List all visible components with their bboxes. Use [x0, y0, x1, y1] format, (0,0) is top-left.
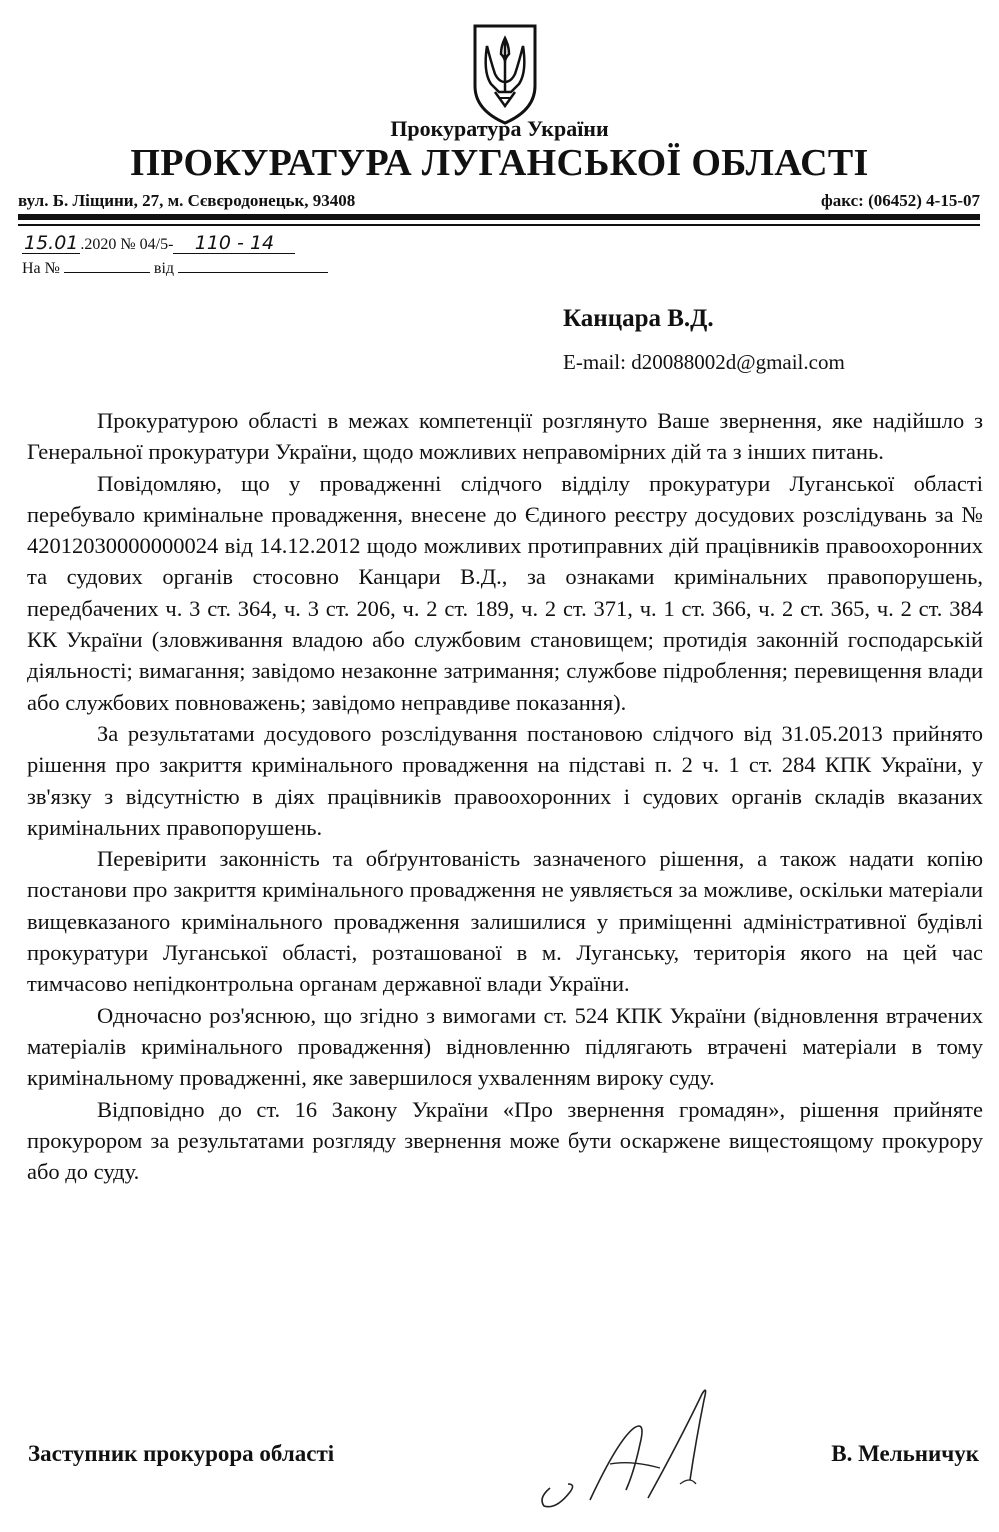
body-paragraph: Одночасно роз'яснюю, що згідно з вимогами ст. 524 КПК України (відновлення втрачених матеріалів кримінального провадження) відновленню підлягають втрачені матеріали в тому кримінальному провадженні, яке завершилося ухваленням вироку суду.	[27, 1002, 983, 1091]
body-paragraph: Перевірити законність та обґрунтованість зазначеного рішення, а також надати копію постанови про закриття кримінального провадження не уявляється за можливе, оскільки матеріали вищевказаного кримінального провадження залишилися у приміщенні адміністративної будівлі прокуратури Луганської області, розташованої в м. Луганську, територія якого на цей час тимчасово непідконтрольна органам державної влади України.	[27, 846, 983, 997]
signatory-title: Заступник прокурора області	[28, 1441, 335, 1466]
body-paragraph: Прокуратурою області в межах компетенції розглянуто Ваше звернення, яке надійшло з Генеральної прокуратури України, щодо можливих неправомірних дій та з інших питань.	[27, 408, 983, 465]
body-paragraph: Відповідно до ст. 16 Закону України «Про звернення громадян», рішення прийняте прокурором за результатами розгляду звернення може бути оскаржене вищестоящому прокурору або до суду.	[27, 1096, 983, 1185]
header-divider-thin	[18, 224, 980, 226]
org-fax: факс: (06452) 4-15-07	[821, 191, 980, 210]
reference-date-blank	[178, 257, 328, 273]
reference-number-blank	[64, 257, 150, 273]
trident-emblem-icon	[469, 22, 541, 126]
registration-year-prefix: .2020 № 04/5-	[80, 236, 174, 253]
org-parent-name: Прокуратура України	[390, 116, 609, 141]
registration-date-handwritten: 15.01	[24, 232, 79, 254]
reference-line	[22, 257, 328, 278]
org-address: вул. Б. Ліщини, 27, м. Сєвєродонецьк, 93408	[18, 191, 356, 210]
body-paragraph: Повідомляю, що у провадженні слідчого відділу прокуратури Луганської області перебувало кримінальне провадження, внесене до Єдиного реєстру досудових розслідувань за № 42012030000000024 від 14.12.2012 щодо можливих протиправних дій працівників правоохоронних та судових органів стосовно Канцари В.Д., за ознаками кримінальних правопорушень, передбачених ч. 3 ст. 364, ч. 3 ст. 206, ч. 2 ст. 189, ч. 2 ст. 371, ч. 1 ст. 366, ч. 2 ст. 365, ч. 2 ст. 384 КК України (зловживання владою або службовим становищем; протидія законній господарській діяльності; вимагання; завідомо незаконне затримання; службове підроблення; перевищення влади або службових повноважень; завідомо неправдиве показання).	[27, 470, 983, 715]
recipient-email: E-mail: d20088002d@gmail.com	[563, 350, 845, 374]
body-paragraph: За результатами досудового розслідування постановою слідчого від 31.05.2013 прийнято рішення про закриття кримінального провадження на підставі п. 2 ч. 1 ст. 284 КПК України, у зв'язку з відсутністю в діях працівників правоохоронних і судових органів складів вказаних кримінальних правопорушень.	[27, 720, 983, 840]
header-divider-thick	[18, 214, 980, 220]
letter-body	[27, 405, 983, 1187]
registration-line	[22, 233, 295, 254]
org-name: ПРОКУРАТУРА ЛУГАНСЬКОЇ ОБЛАСТІ	[130, 142, 869, 184]
registration-number-handwritten: 110 - 14	[173, 233, 295, 254]
reference-from-label: від	[153, 260, 175, 277]
handwritten-signature-icon	[530, 1380, 730, 1520]
reference-label: На №	[22, 260, 60, 277]
recipient-name: Канцара В.Д.	[563, 305, 714, 332]
signatory-name: В. Мельничук	[831, 1441, 979, 1466]
